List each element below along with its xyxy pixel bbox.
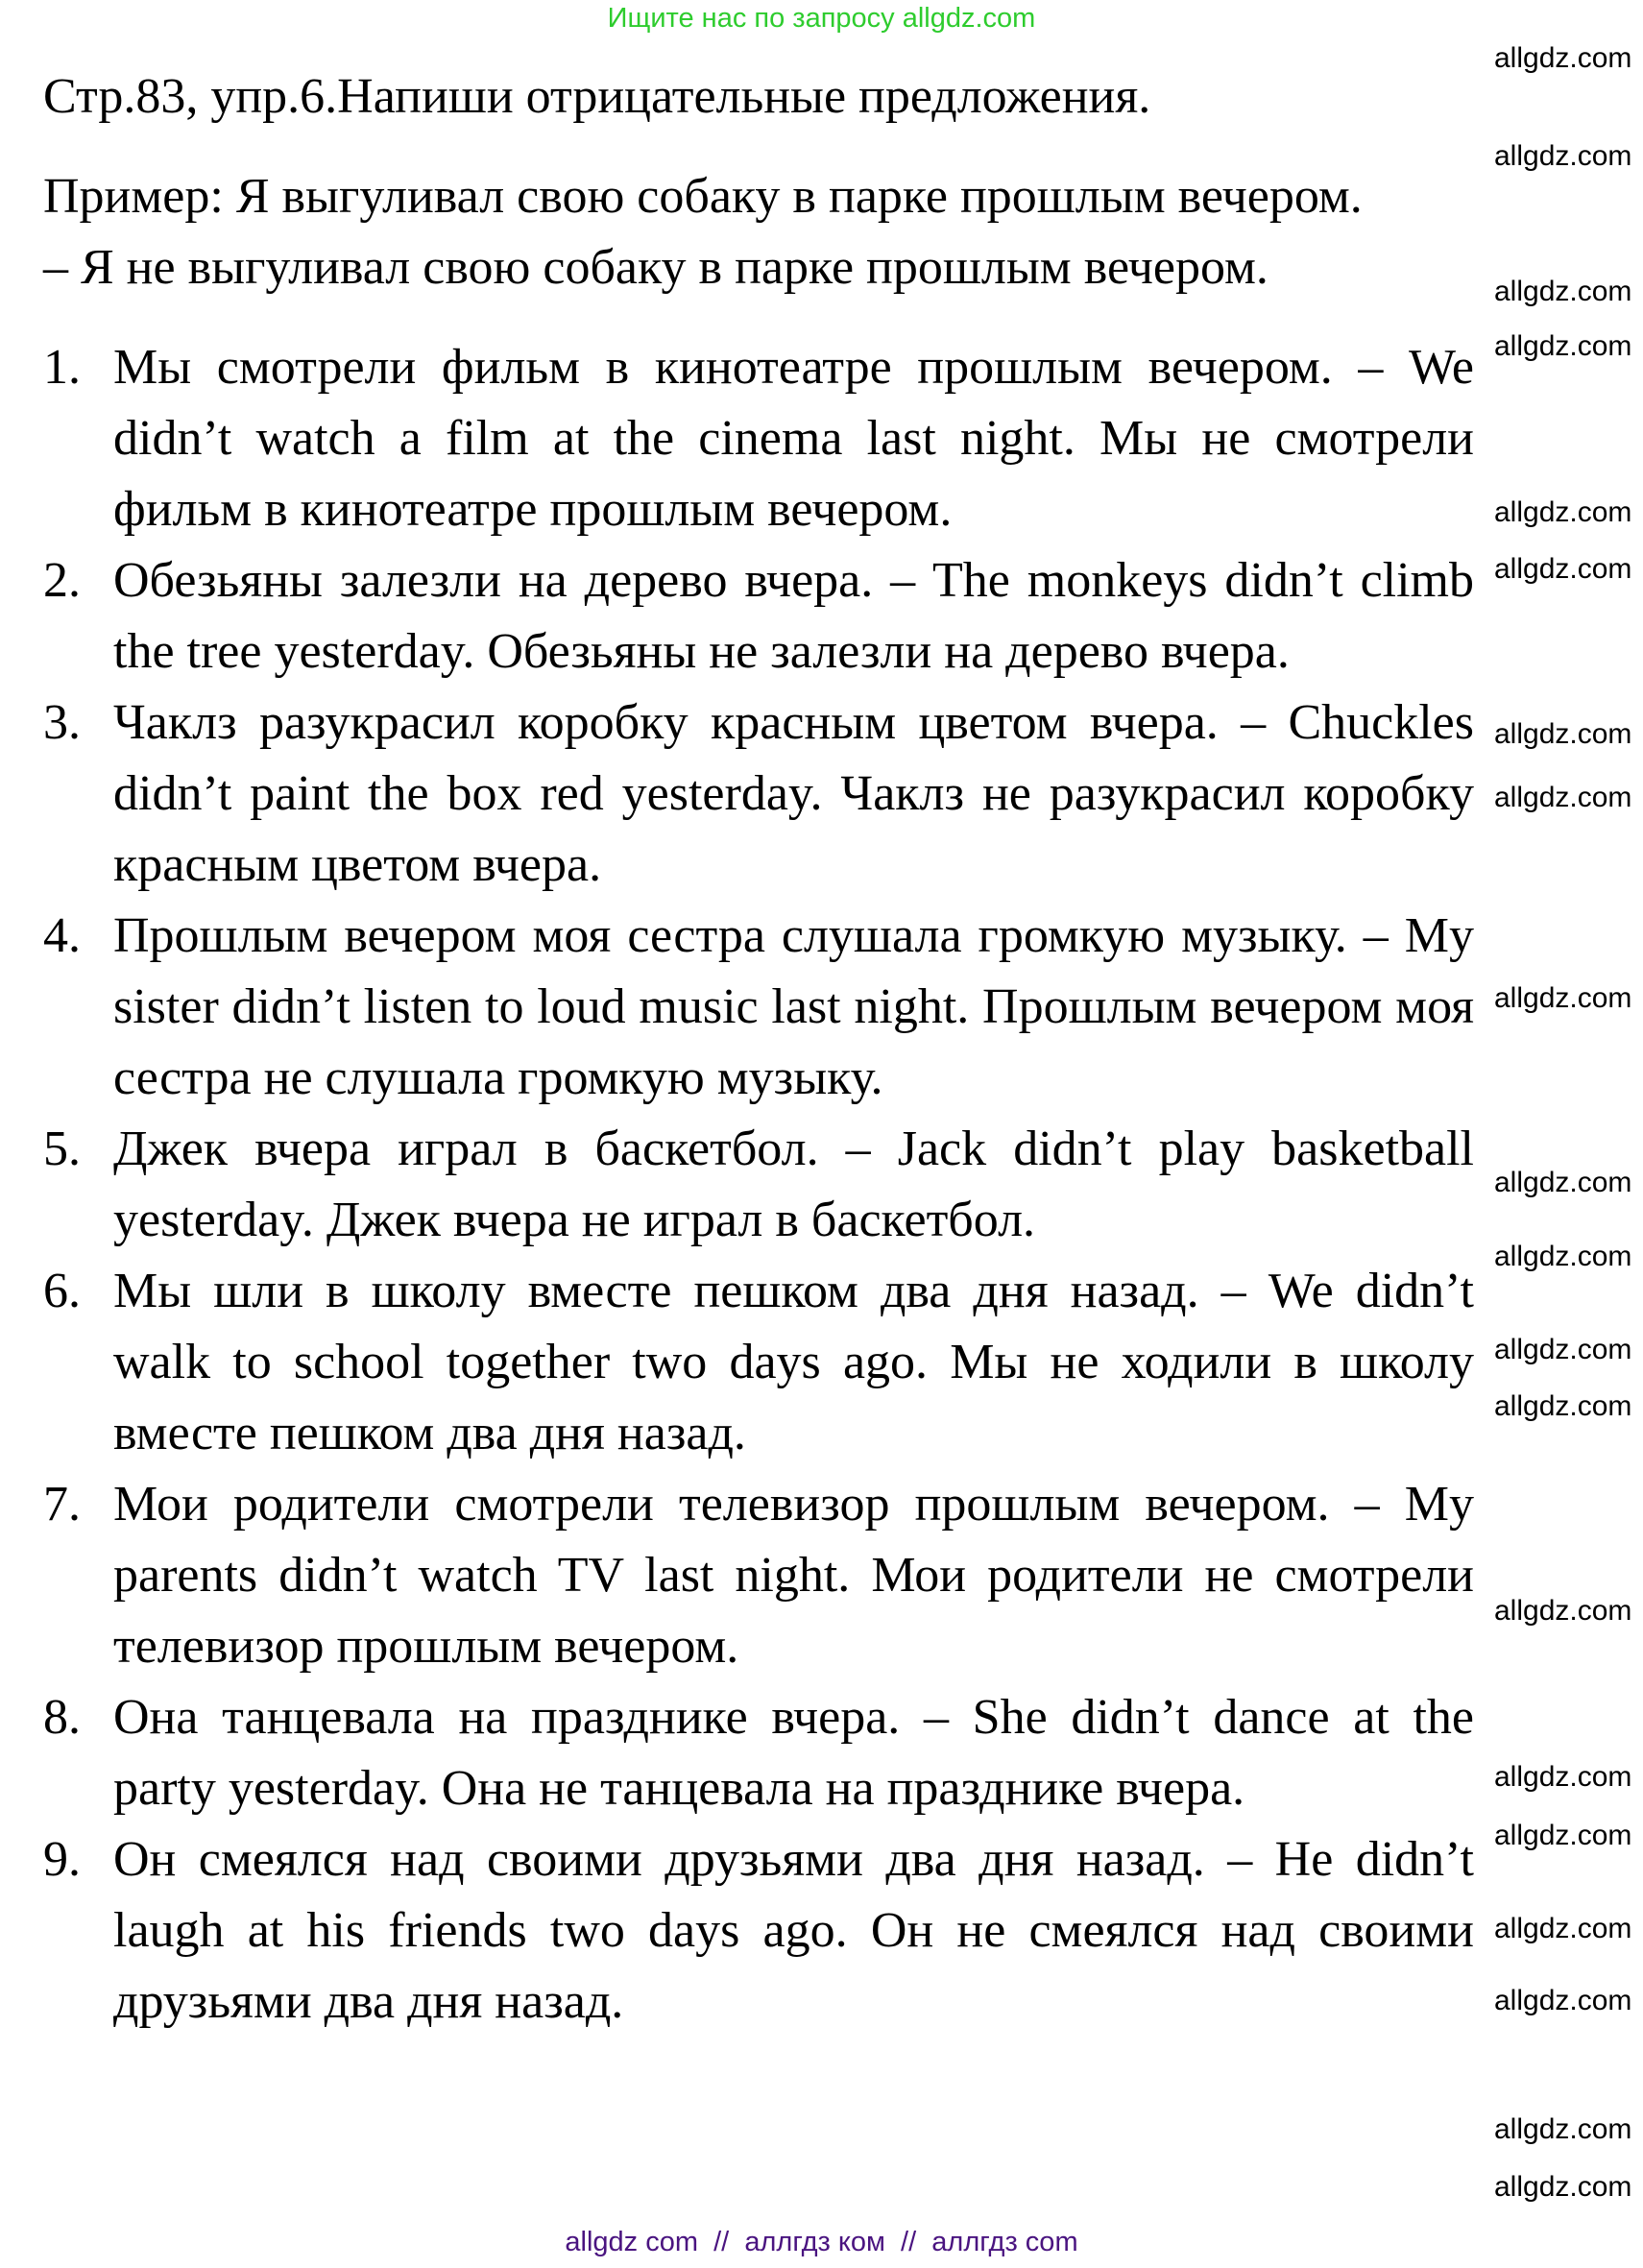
watermark: allgdz.com <box>1494 276 1632 307</box>
list-item <box>43 1824 1474 2038</box>
watermark: allgdz.com <box>1494 1241 1632 1272</box>
item-text: Она танцевала на празднике вчера. – She didn’t dance at the party yesterday. Она не танцевала на празднике вчера. <box>113 1690 1474 1816</box>
watermark: allgdz.com <box>1494 1985 1632 2016</box>
list-item <box>43 688 1474 901</box>
watermark: allgdz.com <box>1494 1390 1632 1422</box>
watermark: allgdz.com <box>1494 982 1632 1014</box>
watermark: allgdz.com <box>1494 2113 1632 2145</box>
item-number: 5. <box>43 1122 81 1176</box>
item-text: Он смеялся над своими друзьями два дня назад. – He didn’t laugh at his friends two days ago. Он не смеялся над своими друзьями два дня назад. <box>113 1832 1474 2029</box>
item-text: Мои родители смотрели телевизор прошлым вечером. – My parents didn’t watch TV last night. Мои родители не смотрели телевизор прошлым вечером. <box>113 1477 1474 1674</box>
item-number: 8. <box>43 1690 81 1745</box>
item-number: 4. <box>43 908 81 963</box>
watermark: allgdz.com <box>1494 1913 1632 1944</box>
item-number: 9. <box>43 1832 81 1887</box>
item-text: Прошлым вечером моя сестра слушала громкую музыку. – My sister didn’t listen to loud music last night. Прошлым вечером моя сестра не слушала громкую музыку. <box>113 908 1474 1105</box>
list-item <box>43 1256 1474 1469</box>
watermark: allgdz.com <box>1494 140 1632 172</box>
list-item <box>43 1682 1474 1824</box>
item-text: Джек вчера играл в баскетбол. – Jack didn’t play basketball yesterday. Джек вчера не играл в баскетбол. <box>113 1122 1474 1247</box>
list-item <box>43 332 1474 545</box>
item-number: 2. <box>43 553 81 608</box>
example <box>43 161 1474 303</box>
example-answer: – Я не выгуливал свою собаку в парке прошлым вечером. <box>43 240 1268 295</box>
header-ad-link[interactable]: Ищите нас по запросу allgdz.com <box>607 3 1036 34</box>
watermark: allgdz.com <box>1494 496 1632 528</box>
watermark: allgdz.com <box>1494 330 1632 362</box>
item-number: 6. <box>43 1264 81 1318</box>
example-sentence: Пример: Я выгуливал свою собаку в парке прошлым вечером. <box>43 169 1363 224</box>
item-text: Мы шли в школу вместе пешком два дня назад. – We didn’t walk to school together two days ago. Мы не ходили в школу вместе пешком два дня назад. <box>113 1264 1474 1460</box>
item-text: Чаклз разукрасил коробку красным цветом вчера. – Chuckles didn’t paint the box red yesterday. Чаклз не разукрасил коробку красным цветом вчера. <box>113 695 1474 892</box>
watermark: allgdz.com <box>1494 1334 1632 1365</box>
exercise-title: Стр.83, упр.6.Напиши отрицательные предложения. <box>43 69 1151 124</box>
list-item <box>43 545 1474 688</box>
item-number: 1. <box>43 340 81 395</box>
watermark: allgdz.com <box>1494 718 1632 750</box>
watermark: allgdz.com <box>1494 782 1632 813</box>
watermark: allgdz.com <box>1494 1820 1632 1851</box>
watermark: allgdz.com <box>1494 1595 1632 1627</box>
list-item <box>43 901 1474 1114</box>
watermark: allgdz.com <box>1494 1167 1632 1198</box>
watermark: allgdz.com <box>1494 553 1632 585</box>
list-item <box>43 1114 1474 1256</box>
watermark: allgdz.com <box>1494 2171 1632 2203</box>
watermark-column <box>1494 0 1638 2268</box>
watermark: allgdz.com <box>1494 1761 1632 1793</box>
footer-ad-link[interactable]: allgdz com // аллгдз ком // аллгдз com <box>565 2227 1078 2257</box>
answer-list <box>43 332 1474 2038</box>
item-number: 3. <box>43 695 81 750</box>
exercise-content <box>43 61 1474 2038</box>
item-number: 7. <box>43 1477 81 1532</box>
item-text: Мы смотрели фильм в кинотеатре прошлым вечером. – We didn’t watch a film at the cinema last night. Мы не смотрели фильм в кинотеатре прошлым вечером. <box>113 340 1474 537</box>
watermark: allgdz.com <box>1494 42 1632 74</box>
item-text: Обезьяны залезли на дерево вчера. – The monkeys didn’t climb the tree yesterday. Обезьяны не залезли на дерево вчера. <box>113 553 1474 679</box>
list-item <box>43 1469 1474 1682</box>
